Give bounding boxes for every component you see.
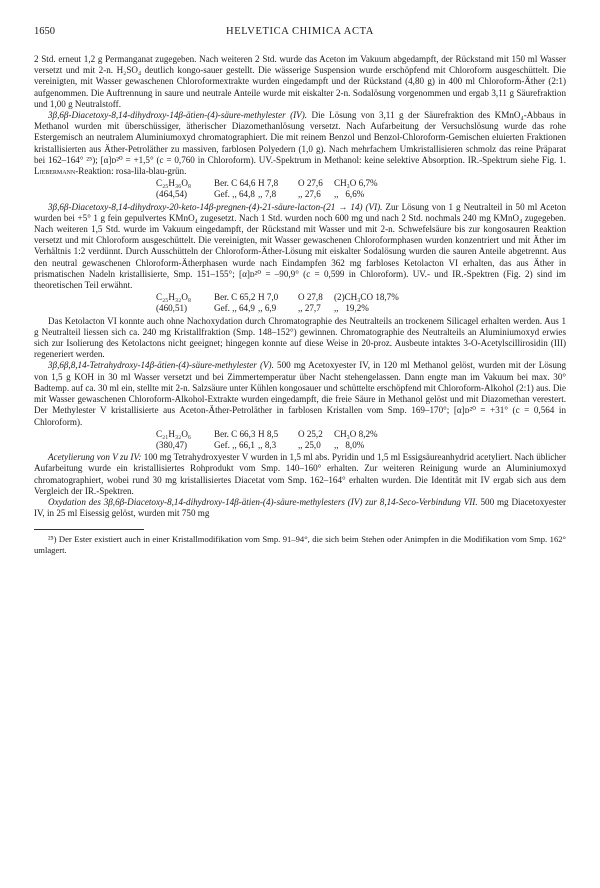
formula-cell: (2)CH₃CO 18,7% [334,292,399,303]
paragraph-oxidation [34,497,566,519]
paragraph-oxidation-text: 500 mg Diacetoxyester IV, in 25 ml Eisessig gelöst, wurden mit 750 mg [34,496,567,519]
paragraph-ester-iv-tail: -Reaktion: rosa-lila-blau-grün. [75,166,187,177]
formula-cell: H 7,8 [258,178,279,189]
formula-cell: Gef. ,, 64,9 [214,303,255,314]
formula-cell: ,, 27,6 [298,189,321,200]
footnote-25 [34,534,566,555]
footnote-text: Der Ester existiert auch in einer Kristallmodifikation vom Smp. 91–94°, die sich beim Stehen oder Animpfen in die Modifikation vom Smp. 162° umlagert. [34,534,566,555]
formula-cell: CH₃O 6,7% [334,178,378,189]
formula-cell: ,, 6,9 [258,303,277,314]
formula-cell: Ber. C 65,2 [214,292,256,303]
page-number: 1650 [34,26,55,37]
formula-cell: C₂₁H₃₂O₆ [156,428,192,439]
paragraph-acetylation-text: 100 mg Tetrahydroxyester V wurden in 1,5 ml abs. Pyridin und 1,5 ml Essigsäureanhydrid acetyliert. Nach üblicher Aufarbeitung wurde ein kristallisiertes Rohprodukt vom Smp. 140–160° erhalten. Zur weiteren Reinigung wurde an Aluminiumoxyd chromatographiert, wobei rund 30 mg kristallisiertes Diacetat vom Smp. 162–164° erhalten wurden. Die Identität mit IV ergab sich aus dem Vergleich der IR.-Spektren. [34,452,566,496]
formula-cell: H 8,5 [258,428,279,439]
page-header [34,26,566,40]
formula-cell: Gef. ,, 64,8 [214,189,255,200]
elemental-analysis-vi [156,292,566,314]
formula-cell: ,, 25,0 [298,439,321,450]
paragraph-permanganate-workup: 2 Std. erneut 1,2 g Permanganat zugegeben. Nach weiteren 2 Std. wurde das Aceton im Vakuum abgedampft, der Rückstand mit 150 ml Wasser versetzt und mit 2-n. H₂SO₄ deutlich kongo-sauer gestellt. Die wässerige Suspension wurde erschöpfend mit Chloroform ausgeschüttelt. Die vereinigten, mit Wasser gewaschenen Chloroformextrakte wurden eingedampft und der Rückstand (4,80 g) in 400 ml Chloroform-Äther (2:1) aufgenommen. Die Auftrennung in saure und neutrale Anteile wurde mit eiskalter 2-n. Sodalösung vorgenommen und ergab 3,11 g Säurefraktion und 1,00 g Neutralstoff. [34,54,566,109]
formula-cell: O 25,2 [298,428,323,439]
paragraph-acetylation [34,452,566,497]
elemental-analysis-v [156,429,566,451]
paragraph-ketolactone-vi-text: Zur Lösung von 1 g Neutralteil in 50 ml Aceton wurden bei +5° 1 g fein gepulvertes KMnO₄ zugesetzt. Nach 1 Std. wurden noch 600 mg und nach 2 Std. nochmals 240 mg KMnO₄ zugegeben. Nach weiteren 1,5 Std. wurde im Vakuum eingedampft, der Rückstand mit Wasser und mit 2-n. Schwefelsäure bis zur kongosauren Reaktion versetzt und mit Chloroform ausgeschüttelt. Die vereinigten, mit Wasser gewaschenen Chloroformphasen wurden konzentriert und mit Äther im Verhältnis 1:2 verdünnt. Durch Ausschütteln der Chloroform-Äther-Lösung mit eiskalter Sodalösung wurden die sauren Anteile abgetrennt. Aus den neutral gewaschenen Chloroform-Ätherphasen wurde nach Eindampfen 362 mg farbloses Ketolacton VI erhalten, das aus Äther in prismatischen Nadeln kristallisierte, Smp. 151–155°; [α]ᴅ²⁰ = –90,9° (c = 0,599 in Chloroform). UV.- und IR.-Spektren (Fig. 2) sind im theoretischen Teil erwähnt. [34,201,566,291]
elemental-analysis-iv [156,178,566,200]
formula-cell: ,, 8,0% [334,439,365,450]
formula-cell: ,, 8,3 [258,439,277,450]
section-title-oxidation: Oxydation des 3β,6β-Diacetoxy-8,14-dihydroxy-14β-ätien-(4)-säure-methylesters (IV) zur 8,14-Seco-Verbindung VII. [48,496,478,507]
section-title-ester-iv: 3β,6β-Diacetoxy-8,14-dihydroxy-14β-ätien-(4)-säure-methylester (IV). [48,110,308,121]
formula-cell: CH₃O 8,2% [334,428,378,439]
paragraph-ketolactone-vi [34,202,566,292]
paragraph-tetrahydroxy-v [34,360,566,427]
formula-cell: Gef. ,, 66,1 [214,439,255,450]
paragraph-tetrahydroxy-v-text: 500 mg Acetoxyester IV, in 120 ml Methanol gelöst, wurden mit der Lösung von 1,5 g KOH in 30 ml Wasser versetzt und bei Zimmertemperatur über Nacht stehengelassen. Dann engte man im Vakuum bei max. 30° Badtemp. auf ca. 30 ml ein, stellte mit 2-n. Salzsäure unter Kühlen kongosauer und schüttelte erschöpfend mit Chloroform-Alkohol (2:1) aus. Die mit Wasser gewaschenen Chloroform-Alkohol-Extrakte wurden eingedampft, die freie Säure in Methanol gelöst und mit Diazomethan verestert. Der Methylester V kristallisierte aus Aceton-Äther-Petroläther in farblosen Kristallen vom Smp. 169–170°; [α]ᴅ²⁰ = +31° (c = 0,564 in Chloroform). [34,360,566,427]
formula-cell: O 27,6 [298,178,323,189]
formula-cell: Ber. C 66,3 [214,428,256,439]
paragraph-silicagel: Das Ketolacton VI konnte auch ohne Nachoxydation durch Chromatographie des Neutralteils an trockenem Silicagel erhalten werden. Aus 1 g Neutralteil liessen sich ca. 240 mg Kristallfraktion (Smp. 148–152°) gewinnen. Chromatographie des Neutralteils an Aluminiumoxyd erwies sich zur Isolierung des Ketolactons nicht geeignet; hingegen konnte auf diese Weise in 20-proz. Ausbeute intaktes 3-O-Acetylscillirosidin (III) regeneriert werden. [34,315,566,360]
section-title-acetylation: Acetylierung von V zu IV: [48,452,142,463]
formula-cell: Ber. C 64,6 [214,178,256,189]
journal-title: HELVETICA CHIMICA ACTA [226,26,374,37]
paragraph-ester-iv [34,110,566,177]
formula-cell: (380,47) [156,439,188,450]
footnote-marker: ²⁵) [48,534,57,545]
liebermann-name: Liebermann [34,166,76,177]
formula-cell: H 7,0 [258,292,279,303]
formula-cell: ,, 27,7 [298,303,321,314]
paragraph-ester-iv-text: Die Lösung von 3,11 g der Säurefraktion des KMnO₄-Abbaus in Methanol wurden mit überschüssiger, ätherischer Diazomethanlösung versetzt. Nach Aufarbeitung der Versuchslösung wurde das rohe Estergemisch an neutralem Aluminiumoxyd chromatographiert. Die mit reinem Benzol und Benzol-Chloroform-Gemischen eluierten Fraktionen kristallisierten aus Äther-Petroläther zu massiven, farblosen Polyedern (1,0 g). Nach mehrfachem Umkristallisieren schmolz das reine Präparat bei 162–164° ²⁵); [α]ᴅ²⁰ = +1,5° (c = 0,760 in Chloroform). UV.-Spektrum in Methanol: keine selektive Absorption. IR.-Spektrum siehe Fig. 1. [34,110,566,165]
formula-cell: (464,54) [156,189,188,200]
formula-cell: O 27,8 [298,292,323,303]
formula-cell: ,, 19,2% [334,303,369,314]
formula-cell: ,, 6,6% [334,189,365,200]
formula-cell: (460,51) [156,303,188,314]
section-title-ketolactone-vi: 3β,6β-Diacetoxy-8,14-dihydroxy-20-keto-14β-pregnen-(4)-21-säure-lacton-(21 → 14) (VI). [48,201,383,212]
section-title-tetrahydroxy-v: 3β,6β,8,14-Tetrahydroxy-14β-ätien-(4)-säure-methylester (V). [48,360,274,371]
footnote-rule [34,529,144,530]
formula-cell: C₂₅H₃₆O₈ [156,178,192,189]
page-body [34,54,566,556]
formula-cell: ,, 7,8 [258,189,277,200]
formula-cell: C₂₅H₃₂O₈ [156,292,192,303]
